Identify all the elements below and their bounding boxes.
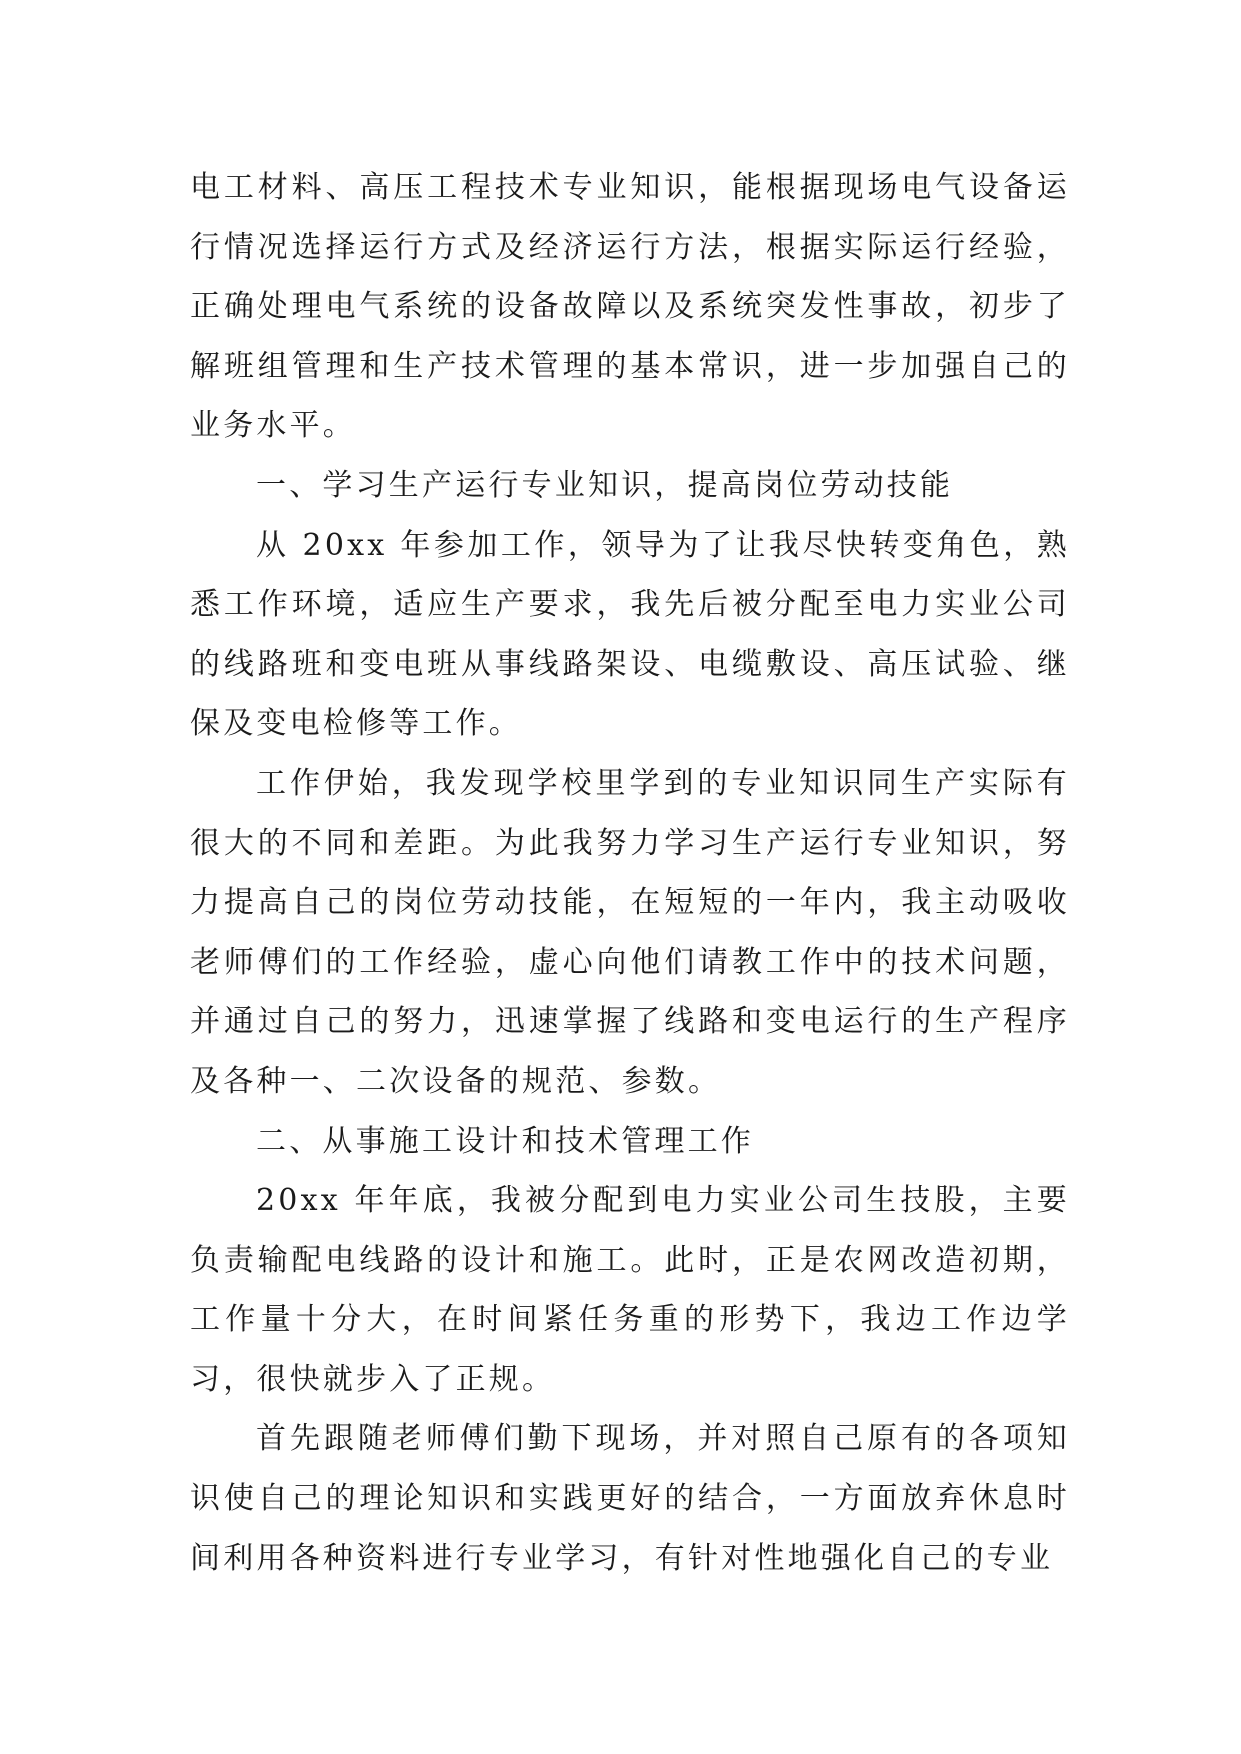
- paragraph-continued: 电工材料、高压工程技术专业知识，能根据现场电气设备运行情况选择运行方式及经济运行方法，根据实际运行经验，正确处理电气系统的设备故障以及系统突发性事故，初步了解班组管理和生产技术管理的基本常识，进一步加强自己的业务水平。: [190, 170, 1070, 444]
- section-heading-2: 二、从事施工设计和技术管理工作: [256, 1123, 754, 1159]
- section-heading-1: 一、学习生产运行专业知识，提高岗位劳动技能: [256, 467, 954, 503]
- document-body: [190, 158, 1070, 1588]
- paragraph-truncated: 首先跟随老师傅们勤下现场，并对照自己原有的各项知识使自己的理论知识和实践更好的结合，一方面放弃休息时间利用各种资料进行专业学习，有针对性地强化自己的专业: [190, 1421, 1070, 1576]
- paragraph: 工作伊始，我发现学校里学到的专业知识同生产实际有很大的不同和差距。为此我努力学习生产运行专业知识，努力提高自己的岗位劳动技能，在短短的一年内，我主动吸收老师傅们的工作经验，虚心向他们请教工作中的技术问题，并通过自己的努力，迅速掌握了线路和变电运行的生产程序及各种一、二次设备的规范、参数。: [190, 765, 1070, 1099]
- paragraph: 20xx 年年底，我被分配到电力实业公司生技股，主要负责输配电线路的设计和施工。此时，正是农网改造初期，工作量十分大，在时间紧任务重的形势下，我边工作边学习，很快就步入了正规。: [190, 1183, 1070, 1397]
- paragraph: 从 20xx 年参加工作，领导为了让我尽快转变角色，熟悉工作环境，适应生产要求，我先后被分配至电力实业公司的线路班和变电班从事线路架设、电缆敷设、高压试验、继保及变电检修等工作。: [190, 527, 1070, 742]
